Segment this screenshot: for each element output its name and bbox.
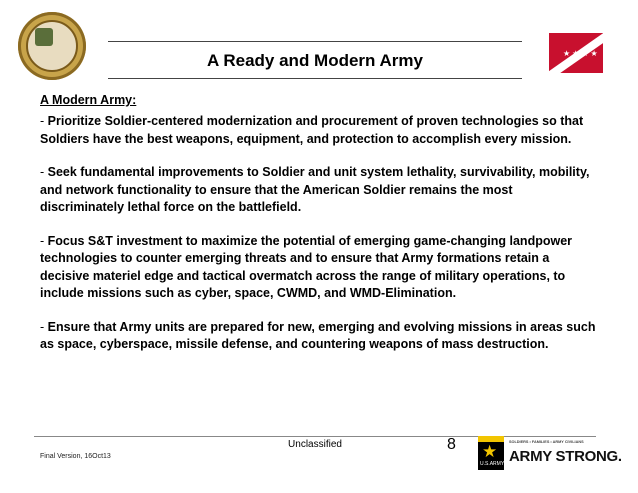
bullet-dash: - bbox=[40, 114, 48, 128]
army-star-icon: ★ bbox=[482, 442, 498, 462]
bullet-item bbox=[40, 233, 600, 303]
army-strong-wordmark: ARMY STRONG. bbox=[509, 448, 622, 465]
bullet-list bbox=[40, 113, 600, 370]
flag-stars-icon: ★★★★ bbox=[563, 49, 600, 58]
classification-label: Unclassified bbox=[288, 439, 342, 450]
seal-emblem bbox=[35, 28, 53, 46]
general-officer-flag-icon bbox=[549, 33, 603, 73]
page-number: 8 bbox=[447, 436, 456, 453]
logo-tagline: SOLDIERS • FAMILIES • ARMY CIVILIANS bbox=[509, 440, 584, 444]
slide-title: A Ready and Modern Army bbox=[206, 51, 423, 70]
version-label: Final Version, 16Oct13 bbox=[40, 453, 111, 460]
bullet-text: Ensure that Army units are prepared for new, emerging and evolving missions in areas such as space, cyberspace, missile defense, and countering weapons of mass destruction. bbox=[40, 319, 596, 351]
bullet-dash: - bbox=[40, 165, 48, 179]
section-subheading: A Modern Army: bbox=[40, 93, 137, 107]
bullet-text: Seek fundamental improvements to Soldier and unit system lethality, survivability, mobility, and network functionality to ensure that the American Soldier remains the most discriminately lethal force on the battlefield. bbox=[40, 165, 590, 214]
bullet-text: Prioritize Soldier-centered modernization and procurement of proven technologies so that Soldiers have the best weapons, equipment, and protection to accomplish every mission. bbox=[40, 114, 584, 146]
bullet-item bbox=[40, 113, 600, 148]
army-strong-logo bbox=[478, 436, 622, 472]
bullet-text: Focus S&T investment to maximize the potential of emerging game-changing landpower technologies to counter emerging threats and to ensure that Army formations retain a decisive materiel edge and tactical overmatch across the range of military operations, to include missions such as cyber, space, CWMD, and WMD-Elimination. bbox=[40, 233, 573, 300]
bullet-dash: - bbox=[40, 319, 48, 334]
bullet-item bbox=[40, 164, 600, 217]
department-of-the-army-seal bbox=[18, 12, 86, 80]
title-top-rule bbox=[108, 41, 522, 42]
bullet-item bbox=[40, 319, 600, 354]
army-star-badge bbox=[478, 436, 504, 470]
title-bottom-rule bbox=[108, 78, 522, 79]
badge-text: U.S.ARMY bbox=[480, 461, 505, 467]
bullet-dash: - bbox=[40, 233, 48, 248]
